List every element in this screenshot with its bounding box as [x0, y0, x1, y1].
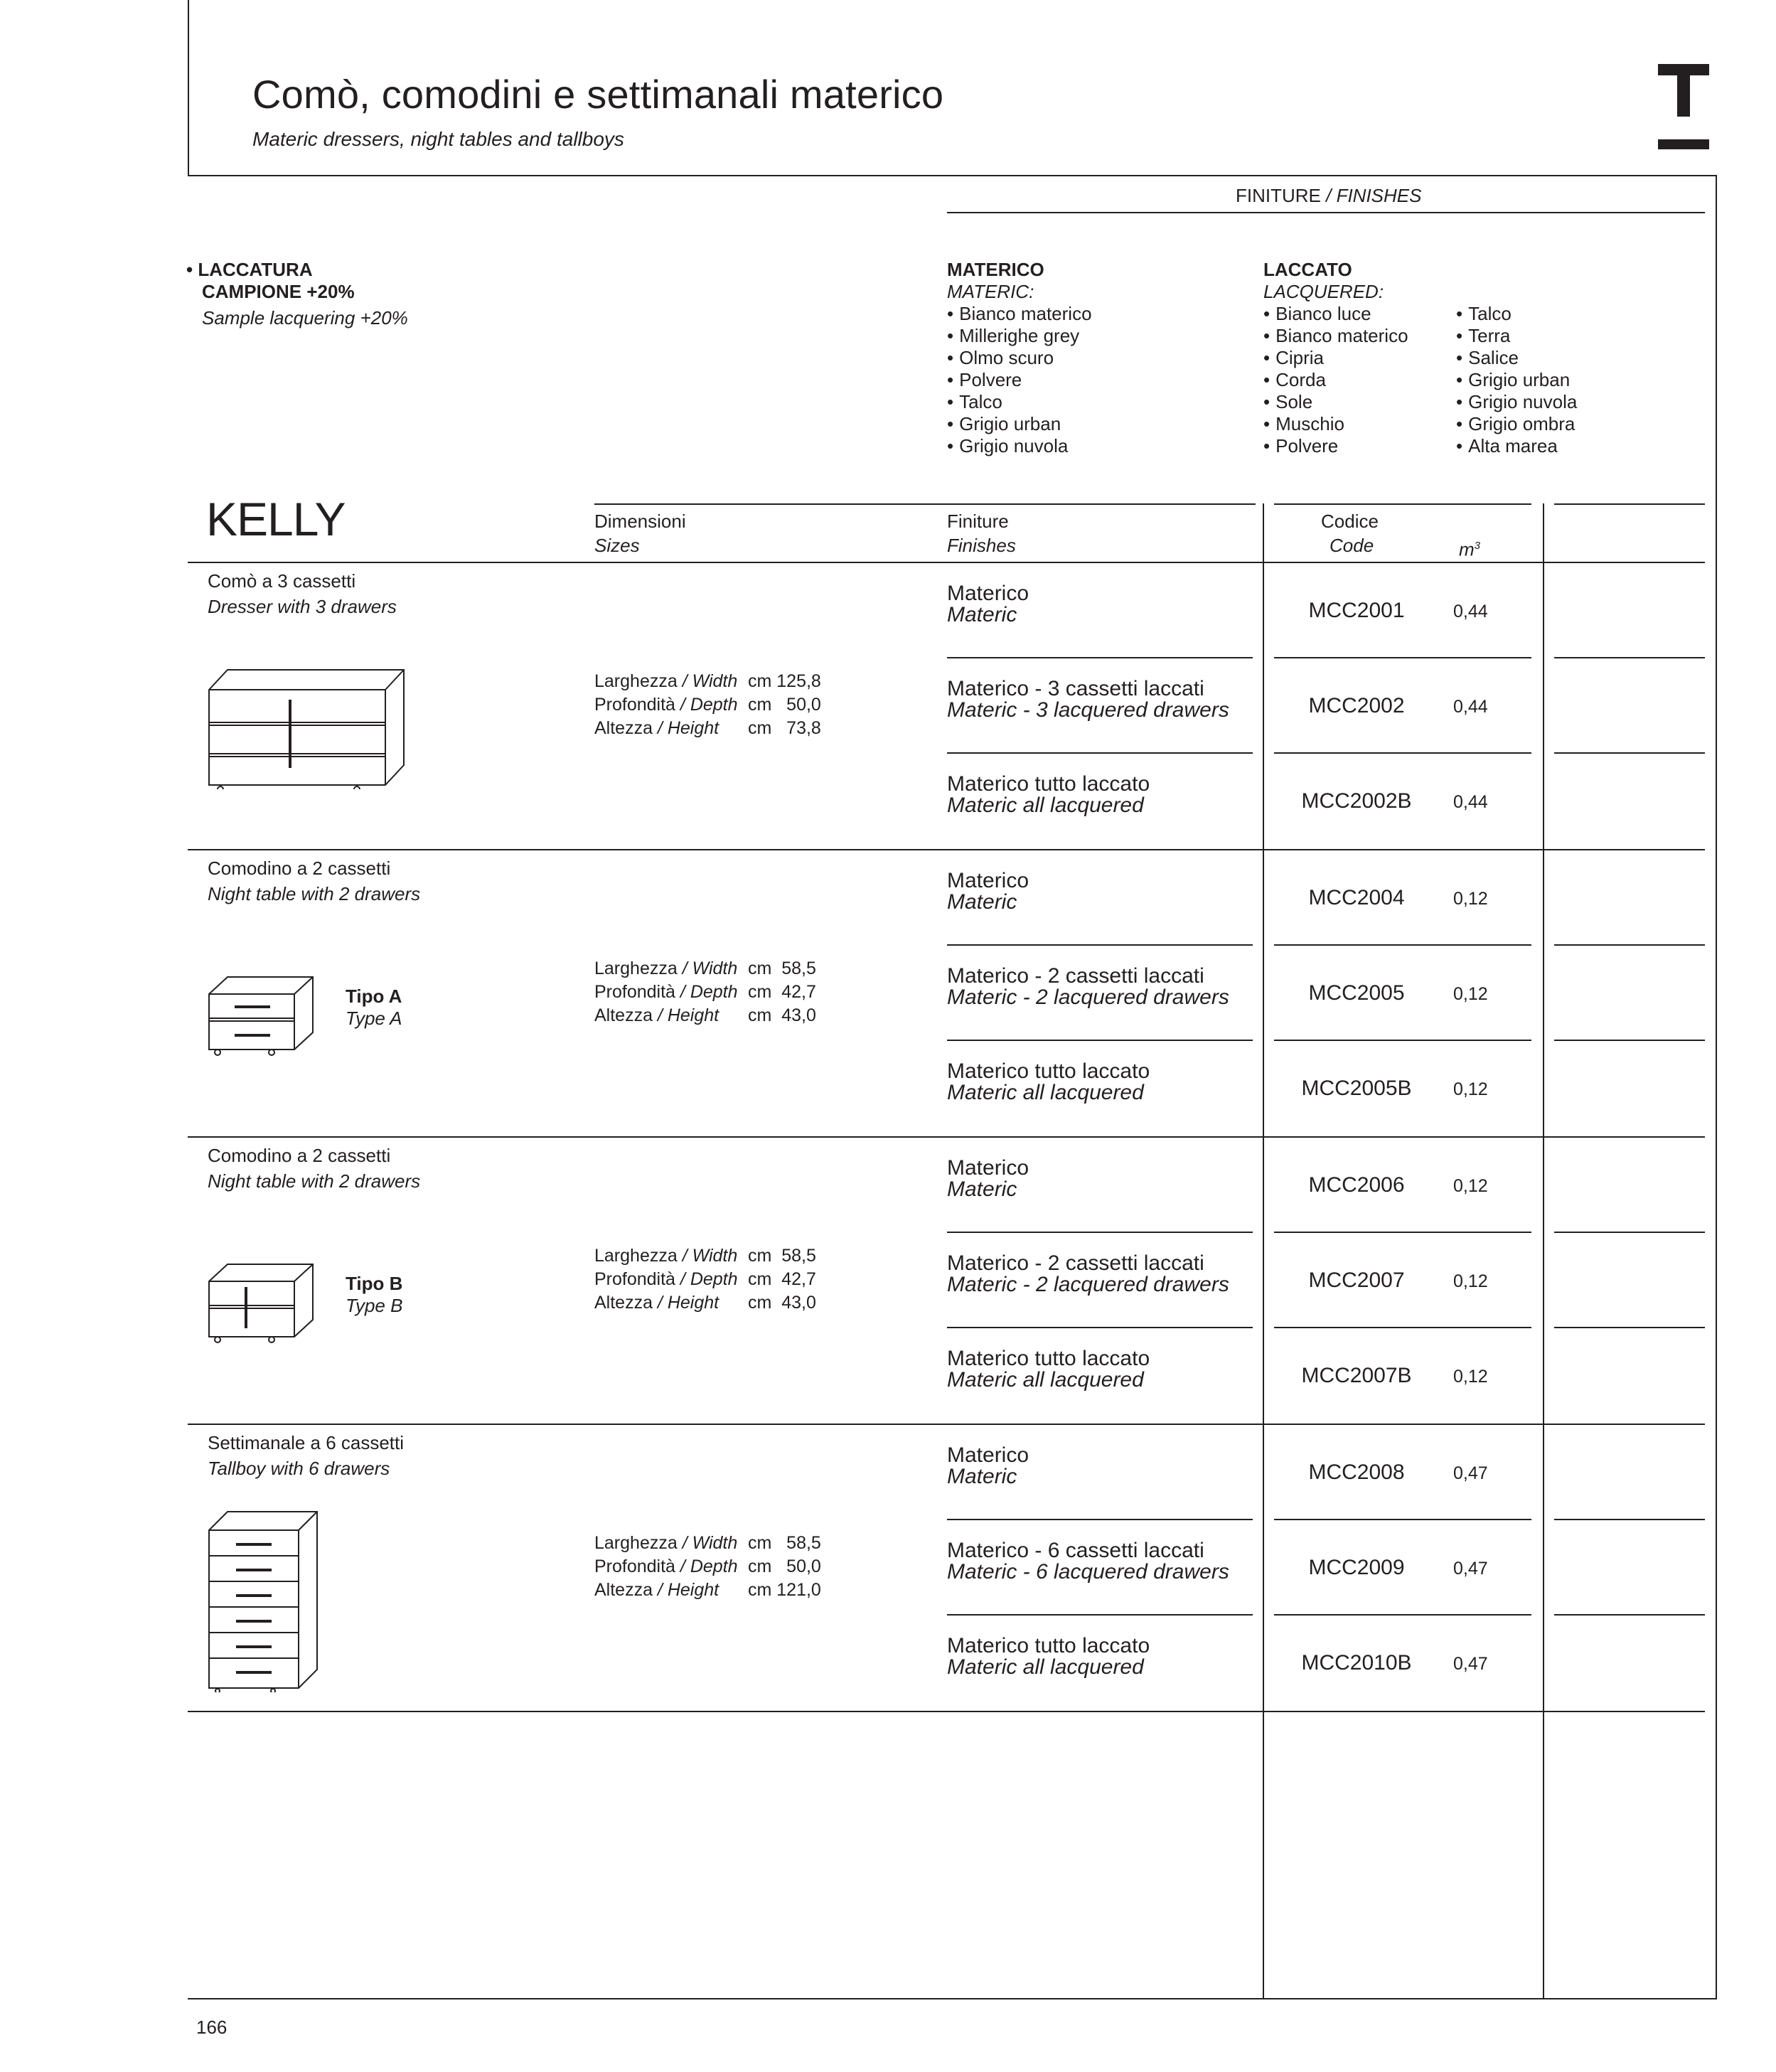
dimension-row	[594, 1244, 850, 1268]
finish-label: Materico - 2 cassetti laccati	[947, 1251, 1204, 1275]
finishes-header	[1236, 185, 1421, 207]
dim-label-en: Height	[667, 1580, 720, 1600]
finishes-label: FINITURE	[1236, 185, 1321, 206]
finish-label-en: Materic - 6 lacquered drawers	[947, 1560, 1229, 1584]
row-divider	[947, 944, 1253, 946]
laccato-title: LACCATO	[1263, 259, 1352, 280]
section-name-en: Night table with 2 drawers	[208, 1170, 421, 1192]
type-a: Tipo A	[346, 986, 402, 1007]
dim-label-en: Depth	[690, 695, 738, 715]
finish-label: Materico tutto laccato	[947, 1059, 1150, 1083]
laccato-title-en: LACQUERED:	[1263, 281, 1384, 302]
product-code: MCC2006	[1308, 1173, 1405, 1197]
dim-label: Larghezza	[594, 958, 678, 978]
product-code: MCC2002	[1308, 694, 1405, 717]
section-name: Comodino a 2 cassetti	[208, 858, 391, 879]
dim-label: Altezza	[594, 1293, 653, 1313]
finish-label: Materico - 6 cassetti laccati	[947, 1539, 1204, 1562]
dim-value: cm 73,8	[748, 718, 821, 738]
volume-value: 0,12	[1453, 889, 1488, 909]
row-divider	[1554, 1614, 1705, 1616]
row-divider	[1274, 657, 1531, 658]
dimension-row	[594, 717, 850, 740]
materico-title: MATERICO	[947, 259, 1044, 280]
dim-sep: /	[677, 1533, 692, 1553]
list-item: • Grigio urban	[1456, 369, 1577, 391]
materico-block	[947, 259, 1092, 457]
dim-value: cm 50,0	[748, 695, 821, 715]
list-item: • Grigio ombra	[1456, 413, 1577, 435]
dim-label: Larghezza	[594, 1246, 678, 1266]
finish-label: Materico - 3 cassetti laccati	[947, 677, 1204, 700]
row-divider	[1274, 1614, 1531, 1616]
dim-sep: /	[677, 958, 692, 978]
dimension-row	[594, 957, 850, 981]
dim-value: cm 121,0	[748, 1580, 821, 1600]
list-item: • Polvere	[947, 369, 1092, 391]
dimension-row	[594, 693, 850, 717]
finish-label-en: Materic	[947, 890, 1017, 914]
volume-value: 0,12	[1453, 984, 1488, 1004]
finish-label: Materico	[947, 582, 1029, 605]
product-code: MCC2005	[1308, 981, 1405, 1005]
finish-label-en: Materic - 2 lacquered drawers	[947, 986, 1229, 1009]
section-name: Settimanale a 6 cassetti	[208, 1432, 405, 1453]
dim-label: Altezza	[594, 718, 653, 738]
dim-label-en: Height	[667, 1005, 720, 1025]
col-fin: Finiture	[947, 511, 1009, 532]
finish-label-en: Materic all lacquered	[947, 794, 1144, 817]
row-divider	[1554, 1232, 1705, 1233]
product-code: MCC2002B	[1301, 789, 1412, 813]
finish-label-en: Materic	[947, 603, 1017, 626]
list-item: • Talco	[947, 391, 1092, 413]
product-code: MCC2009	[1308, 1556, 1405, 1579]
type-b: Tipo B	[346, 1273, 403, 1294]
list-item: • Bianco materico	[947, 303, 1092, 325]
dim-value: cm 43,0	[748, 1293, 816, 1313]
note-line2: CAMPIONE +20%	[202, 281, 355, 302]
row-divider	[1274, 1327, 1531, 1328]
col-code: Codice	[1321, 511, 1379, 532]
finishes-rule	[947, 212, 1705, 213]
list-item: • Millerighe grey	[947, 325, 1092, 347]
dim-sep: /	[652, 718, 668, 738]
dimension-row	[594, 1555, 850, 1579]
product-code: MCC2001	[1308, 599, 1405, 622]
row-divider	[947, 657, 1253, 658]
dim-label: Profondità	[594, 1556, 675, 1576]
section-rule	[188, 1136, 1705, 1138]
type-a-label	[346, 986, 402, 1030]
section-name-en: Night table with 2 drawers	[208, 883, 421, 904]
col-dim-header	[594, 511, 686, 557]
volume-value: 0,12	[1453, 1079, 1488, 1099]
dim-label: Profondità	[594, 1269, 675, 1289]
product-code: MCC2010B	[1301, 1651, 1412, 1675]
finish-label: Materico tutto laccato	[947, 772, 1150, 796]
dim-sep: /	[652, 1293, 668, 1313]
row-divider	[1274, 1519, 1531, 1520]
section-name: Comodino a 2 cassetti	[208, 1145, 391, 1166]
night-table-type-b-drawing	[206, 1259, 320, 1344]
volume-value: 0,44	[1453, 792, 1488, 812]
row-divider	[1274, 1040, 1531, 1041]
row-divider	[947, 1519, 1253, 1520]
laccato-block-col2	[1456, 303, 1577, 457]
section-name: Comò a 3 cassetti	[208, 570, 356, 592]
dim-sep: /	[652, 1005, 668, 1025]
product-name: KELLY	[206, 493, 346, 545]
section-rule	[188, 1424, 1705, 1425]
type-b-label	[346, 1273, 402, 1317]
row-divider	[947, 1614, 1253, 1616]
dim-sep: /	[675, 1269, 690, 1289]
dim-sep: /	[677, 671, 692, 691]
dim-label-en: Depth	[690, 1556, 738, 1576]
col-m3: m	[1459, 538, 1475, 560]
row-divider	[1274, 752, 1531, 754]
row-divider	[1554, 1519, 1705, 1520]
col-code-header	[1321, 511, 1379, 557]
list-item: • Grigio nuvola	[947, 435, 1092, 457]
list-item: • Talco	[1456, 303, 1577, 325]
type-a-en: Type A	[346, 1008, 402, 1029]
brand-logo	[1658, 64, 1709, 152]
finish-label-en: Materic all lacquered	[947, 1081, 1144, 1104]
frame-top	[188, 175, 1717, 176]
row-divider	[1274, 1232, 1531, 1233]
volume-value: 0,12	[1453, 1176, 1488, 1196]
list-item: • Salice	[1456, 347, 1577, 369]
page-subtitle: Materic dressers, night tables and tallboys	[252, 128, 624, 150]
dimension-row	[594, 1004, 850, 1027]
dim-value: cm 43,0	[748, 1005, 816, 1025]
col-divider-code-right	[1543, 503, 1544, 1999]
dim-label-en: Depth	[690, 1269, 738, 1289]
dim-label-en: Depth	[690, 982, 738, 1002]
dimension-row	[594, 1579, 850, 1602]
row-divider	[947, 1040, 1253, 1041]
note-line1: LACCATURA	[198, 259, 313, 280]
frame-right	[1716, 175, 1717, 1999]
row-divider	[1554, 1327, 1705, 1328]
row-divider	[1554, 752, 1705, 754]
dim-sep: /	[675, 695, 690, 715]
finishes-sep: /	[1320, 185, 1337, 206]
dimension-row	[594, 1291, 850, 1315]
section-rule	[188, 849, 1705, 850]
dim-sep: /	[652, 1580, 668, 1600]
volume-value: 0,47	[1453, 1559, 1488, 1579]
finish-label-en: Materic	[947, 1465, 1017, 1488]
col-fin-en: Finishes	[947, 535, 1016, 556]
dim-label-en: Height	[667, 718, 720, 738]
product-code: MCC2005B	[1301, 1077, 1412, 1100]
finishes-label-en: FINISHES	[1336, 185, 1422, 206]
finish-label: Materico	[947, 869, 1029, 892]
list-item: • Bianco materico	[1263, 325, 1408, 347]
dimension-row	[594, 1268, 850, 1291]
dresser-3-drawers-drawing	[206, 661, 405, 789]
list-item: • Bianco luce	[1263, 303, 1408, 325]
list-item: • Polvere	[1263, 435, 1408, 457]
section-name-en: Dresser with 3 drawers	[208, 596, 397, 617]
dim-label: Profondità	[594, 695, 675, 715]
list-item: • Grigio nuvola	[1456, 391, 1577, 413]
dimension-row	[594, 981, 850, 1004]
dim-value: cm 58,5	[748, 1246, 816, 1266]
col-divider-code-left	[1263, 503, 1264, 1999]
row-divider	[947, 1327, 1253, 1328]
list-item: • Terra	[1456, 325, 1577, 347]
dim-label: Profondità	[594, 982, 675, 1002]
materico-title-en: MATERIC:	[947, 281, 1034, 302]
section-rule	[188, 1711, 1705, 1712]
frame-bottom	[188, 1998, 1717, 1999]
volume-value: 0,12	[1453, 1367, 1488, 1387]
list-item: • Muschio	[1263, 413, 1408, 435]
dim-sep: /	[675, 982, 690, 1002]
row-divider	[1554, 944, 1705, 946]
finish-label: Materico - 2 cassetti laccati	[947, 964, 1204, 988]
dim-value: cm 42,7	[748, 1269, 816, 1289]
finish-label-en: Materic all lacquered	[947, 1655, 1144, 1679]
dim-label: Altezza	[594, 1005, 653, 1025]
list-item: • Alta marea	[1456, 435, 1577, 457]
volume-value: 0,44	[1453, 697, 1488, 717]
page-number: 166	[196, 2017, 228, 2038]
finish-label-en: Materic all lacquered	[947, 1368, 1144, 1392]
lacquer-note	[186, 259, 408, 329]
product-code: MCC2004	[1308, 886, 1405, 909]
list-item: • Cipria	[1263, 347, 1408, 369]
dim-label: Altezza	[594, 1580, 653, 1600]
note-en: Sample lacquering +20%	[202, 307, 408, 329]
dim-label-en: Width	[692, 1246, 738, 1266]
section-rule	[188, 562, 1705, 563]
dim-label-en: Width	[692, 1533, 738, 1553]
col-m3-exp: 3	[1474, 540, 1481, 552]
dimension-row	[594, 670, 850, 693]
page-title: Comò, comodini e settimanali materico	[252, 72, 944, 117]
volume-value: 0,44	[1453, 602, 1488, 621]
finish-label: Materico tutto laccato	[947, 1634, 1150, 1657]
dimension-row	[594, 1532, 850, 1555]
dim-label-en: Width	[692, 958, 738, 978]
product-code: MCC2007	[1308, 1269, 1405, 1292]
dim-value: cm 125,8	[748, 671, 821, 691]
row-divider	[947, 752, 1253, 754]
finish-label: Materico	[947, 1156, 1029, 1180]
finish-label: Materico tutto laccato	[947, 1347, 1150, 1370]
laccato-block	[1263, 259, 1408, 457]
tallboy-6-drawers-drawing	[206, 1507, 320, 1692]
type-b-en: Type B	[346, 1295, 403, 1316]
row-divider	[947, 1232, 1253, 1233]
finish-label-en: Materic - 2 lacquered drawers	[947, 1273, 1229, 1296]
list-item: • Corda	[1263, 369, 1408, 391]
dim-value: cm 58,5	[748, 958, 816, 978]
col-fin-header	[947, 511, 1016, 557]
dim-value: cm 50,0	[748, 1556, 821, 1576]
section-name-en: Tallboy with 6 drawers	[208, 1458, 390, 1479]
col-dim: Dimensioni	[594, 511, 686, 532]
row-divider	[1554, 657, 1705, 658]
volume-value: 0,47	[1453, 1654, 1488, 1674]
header-rule-dim	[594, 503, 1256, 505]
product-code: MCC2008	[1308, 1460, 1405, 1484]
dim-sep: /	[677, 1246, 692, 1266]
finish-label-en: Materic - 3 lacquered drawers	[947, 698, 1229, 722]
dim-label-en: Width	[692, 671, 738, 691]
list-item: • Olmo scuro	[947, 347, 1092, 369]
list-item: • Grigio urban	[947, 413, 1092, 435]
volume-value: 0,12	[1453, 1271, 1488, 1291]
logo-t-icon	[1658, 64, 1709, 152]
volume-value: 0,47	[1453, 1463, 1488, 1483]
dim-sep: /	[675, 1556, 690, 1576]
finish-label: Materico	[947, 1443, 1029, 1467]
col-m3-header	[1459, 535, 1480, 561]
finish-label-en: Materic	[947, 1177, 1017, 1201]
col-dim-en: Sizes	[594, 535, 640, 556]
col-code-en: Code	[1330, 535, 1374, 556]
dim-value: cm 58,5	[748, 1533, 821, 1553]
header-rule-extra	[1554, 503, 1705, 505]
dim-label: Larghezza	[594, 671, 678, 691]
dim-label-en: Height	[667, 1293, 720, 1313]
header-rule-code	[1274, 503, 1531, 505]
list-item: • Sole	[1263, 391, 1408, 413]
dim-label: Larghezza	[594, 1533, 678, 1553]
row-divider	[1274, 944, 1531, 946]
note-bullet-icon: •	[186, 259, 198, 280]
frame-left-top	[188, 0, 189, 176]
row-divider	[1554, 1040, 1705, 1041]
dim-value: cm 42,7	[748, 982, 816, 1002]
product-code: MCC2007B	[1301, 1364, 1412, 1387]
night-table-type-a-drawing	[206, 971, 320, 1057]
